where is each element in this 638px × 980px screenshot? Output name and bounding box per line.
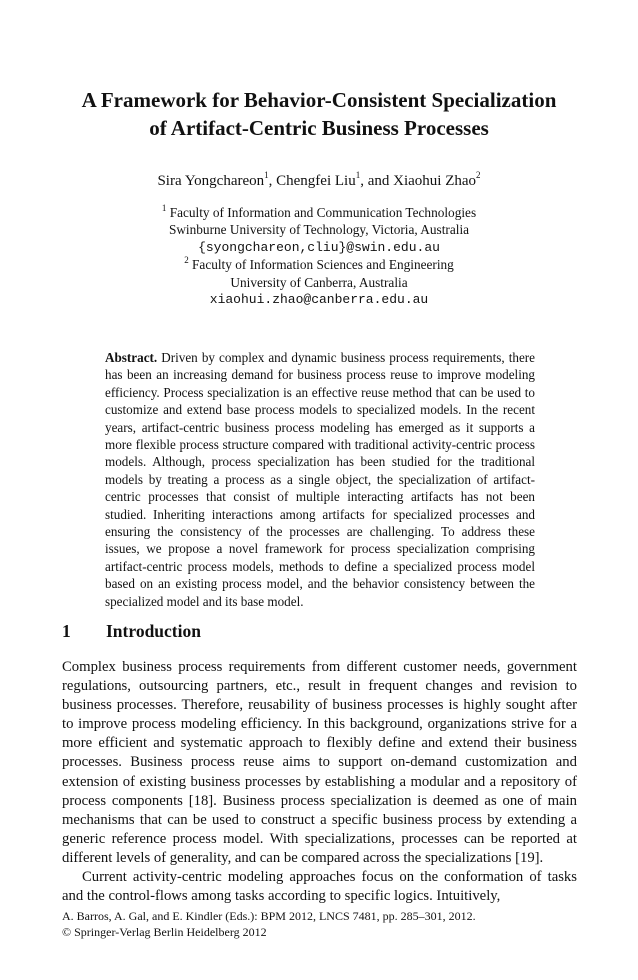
affiliations [80,204,558,308]
author-name: Xiaohui Zhao [393,173,477,189]
author-affiliation-mark: 1 [264,170,269,180]
affiliation-mark: 1 [161,202,167,213]
author-list [60,172,578,190]
affiliation-1-email[interactable]: {syongchareon,cliu}@swin.edu.au [198,239,440,255]
title-line-2: of Artifact-Centric Business Processes [149,116,489,140]
body-text [62,658,577,906]
author-affiliation-mark: 1 [355,170,361,180]
body-paragraph-1: Complex business process requirements from different customer needs, government regulations, outsourcing partners, etc., result in frequent changes and revision to business processes. Therefore, reusability of business processes is highly sought after to improve process modeling efficiency. In this background, organizations strive for a more efficient and systematic approach to flexibly define and extend their business processes. Business process reuse aims to support on-demand customization and extension of existing business processes by establishing a modular and a repository of process components [18]. Business process specialization is deemed as one of main mechanisms that can be used to construct a specific business process by extending a generic reference process model. With specializations, processes can be reported at different levels of generality, and can be compared across the specializations [19]. [62,659,577,866]
citation-line: A. Barros, A. Gal, and E. Kindler (Eds.): BPM 2012, LNCS 7481, pp. 285–301, 2012. [62,909,476,923]
copyright-footer [62,908,577,940]
affiliation-2-line-2: University of Canberra, Australia [230,274,408,290]
abstract-text: Driven by complex and dynamic business process requirements, there has been an increasing demand for business process reuse to improve modeling efficiency. Process specialization is an effective reuse method that can be used to customize and extend base process models to specialized models. In the recent years, artifact-centric business process modeling has emerged as it supports a more flexible process structure compared with traditional activity-centric process models. Although, process specialization has been studied for the traditional models by treating a process as a single object, the specialization of artifact-centric processes that consist of multiple interacting artifacts has not been studied. Inheriting interactions among artifacts for specialized processes and ensuring the consistency of the processes are challenging. To address these issues, we propose a novel framework for process specialization comprising artifact-centric process models, methods to define a specialized process model based on an existing process model, and the behavior consistency between the specialized model and its base model. [105,350,535,609]
author-separator: , [268,173,277,189]
abstract-label: Abstract. [105,350,158,365]
section-title: Introduction [106,621,201,641]
affiliation-2-line-1: $^2$ Faculty of Information Sciences and Engineering [184,254,454,273]
paper-title [40,86,598,142]
author-separator: , and [360,173,394,189]
title-line-1: A Framework for Behavior-Consistent Specialization [81,88,557,112]
affiliation-1-line-1: $^1$ Faculty of Information and Communication Technologies [161,202,477,220]
affiliation-mark: 2 [184,254,189,265]
author-name: Chengfei Liu [276,173,356,189]
affiliation-1-line-2: Swinburne University of Technology, Victoria, Australia [168,222,470,238]
section-number: 1 [62,621,71,641]
affiliation-2-email[interactable]: xiaohui.zhao@canberra.edu.au [209,292,429,308]
body-paragraph-2: Current activity-centric modeling approaches focus on the conformation of tasks and the control-flows among tasks according to specific logics. Intuitively, [62,869,577,905]
abstract [105,349,535,610]
section-heading [62,620,582,642]
copyright-line: © Springer-Verlag Berlin Heidelberg 2012 [62,925,267,939]
author-affiliation-mark: 2 [476,170,481,180]
author-name: Sira Yongchareon [157,173,265,189]
